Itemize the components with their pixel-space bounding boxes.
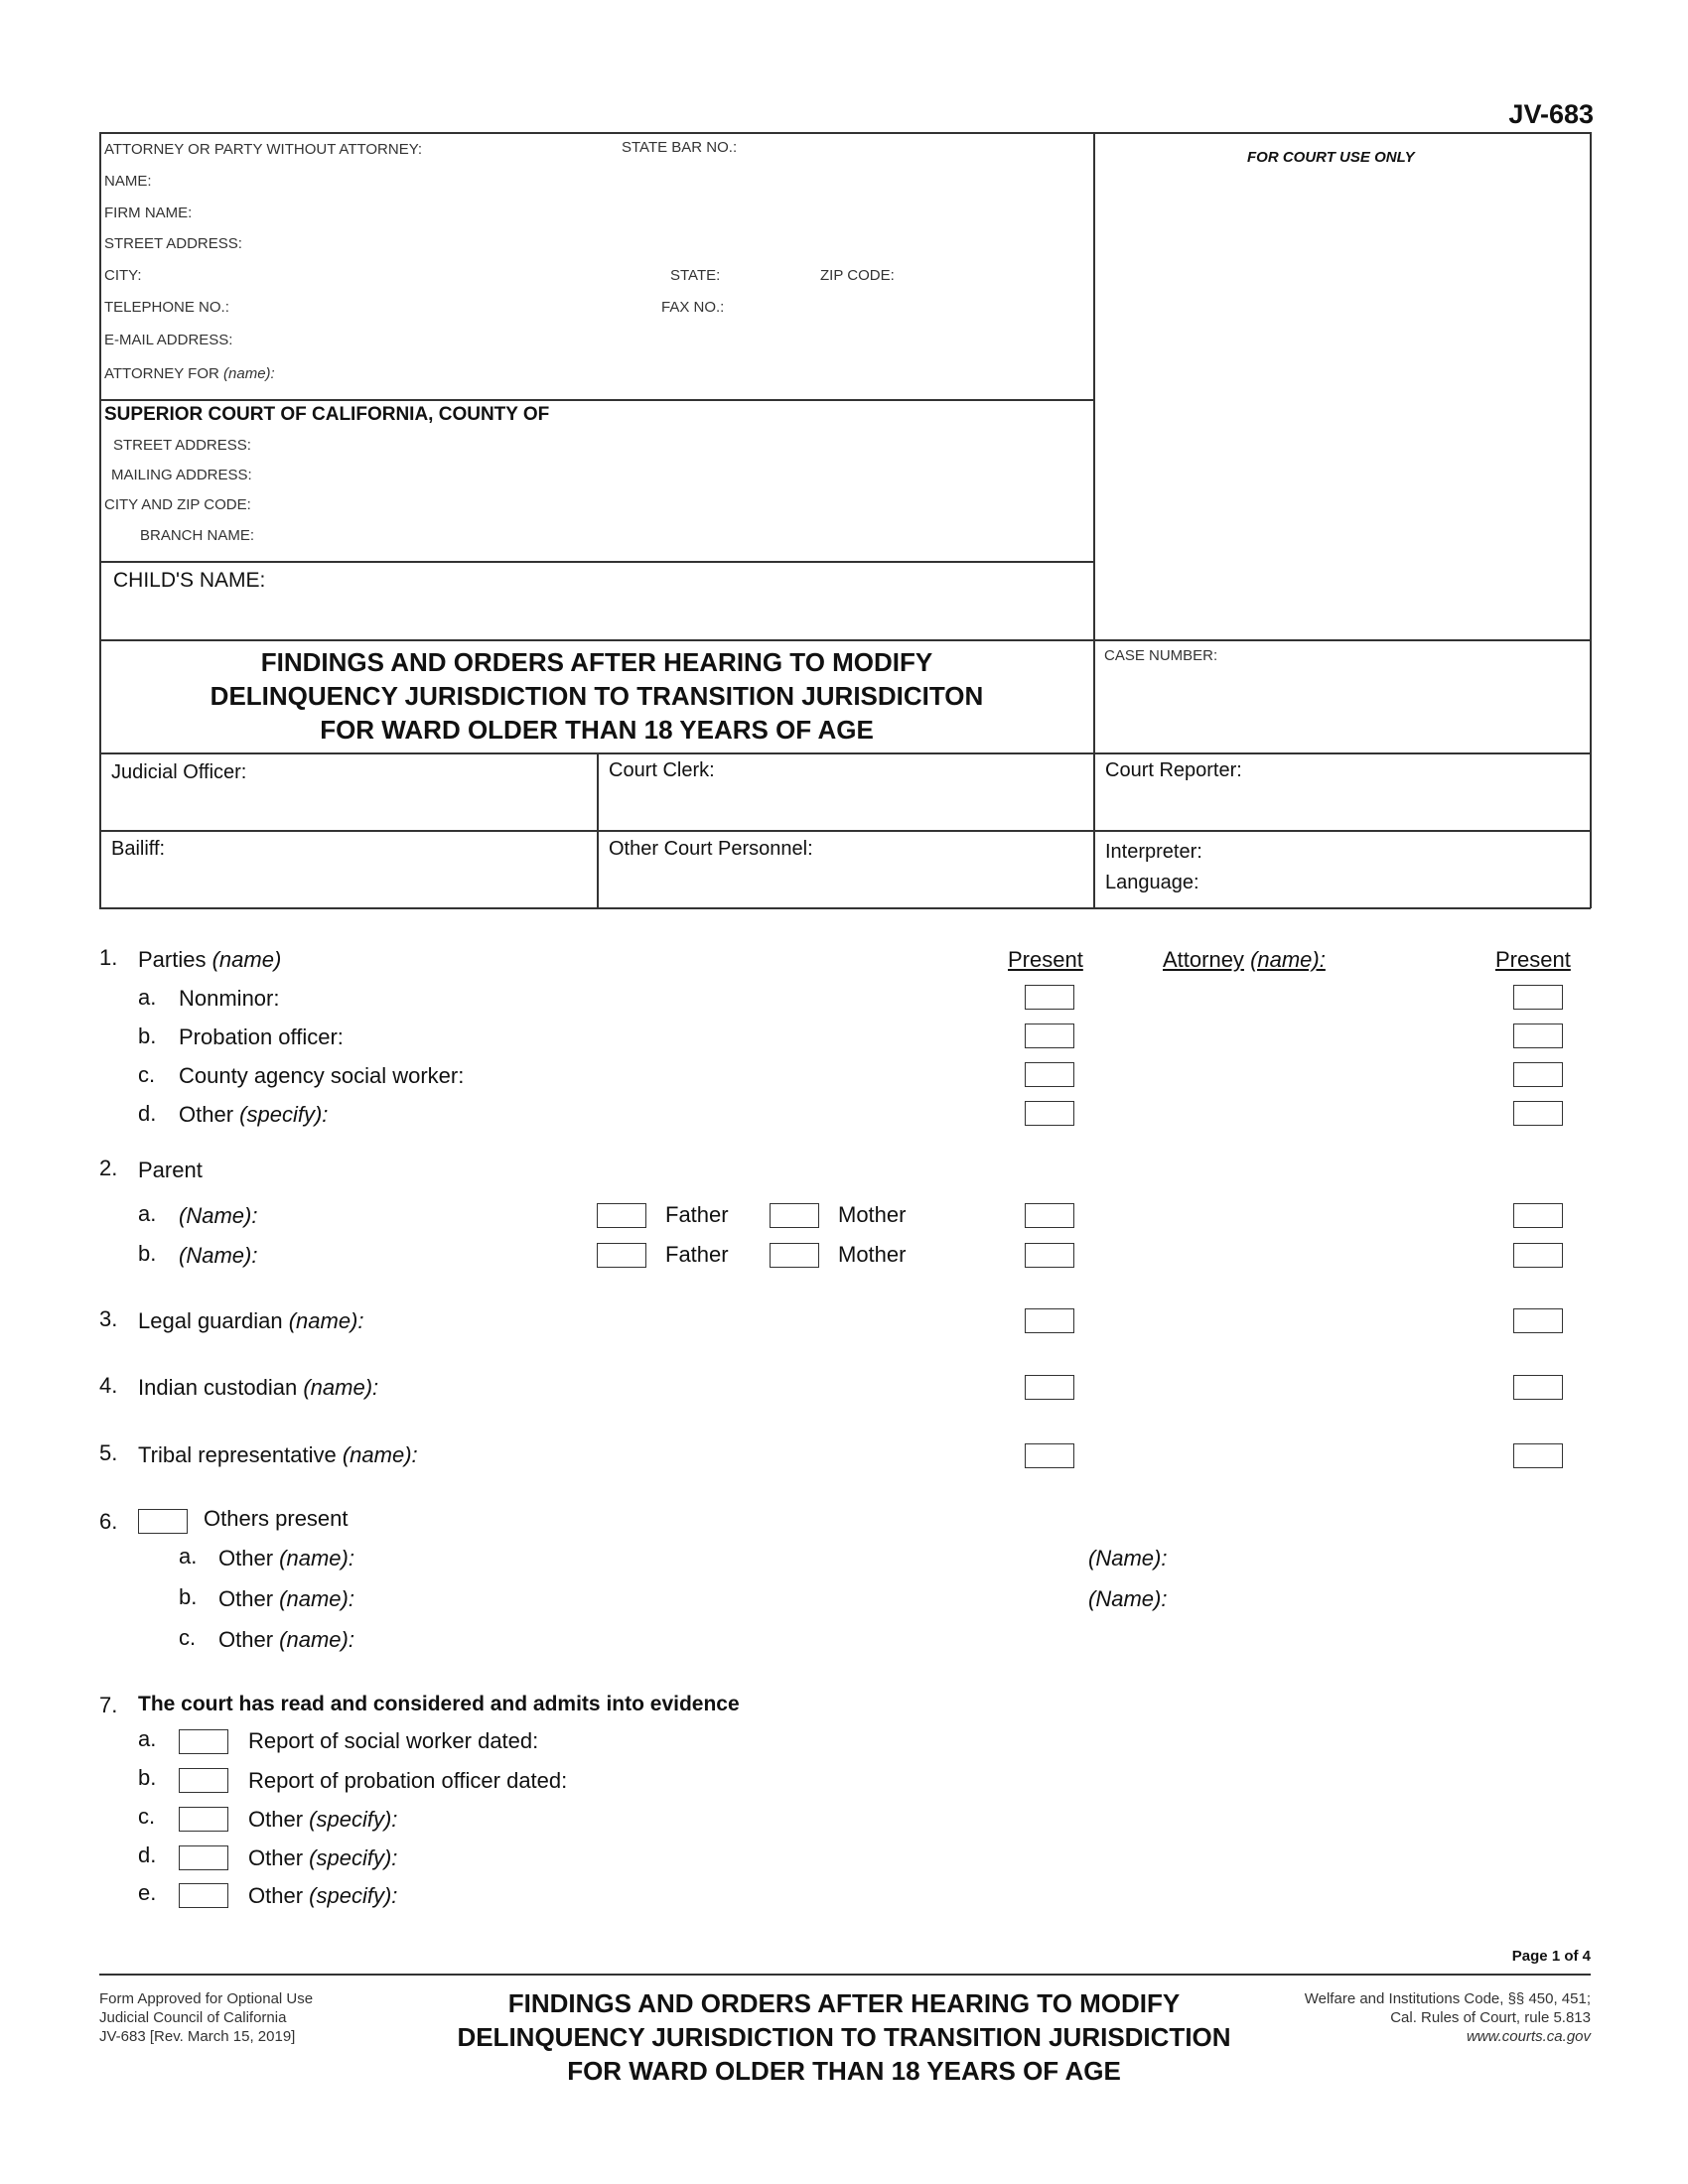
present-header: Present [1008,947,1083,972]
attorney-label: ATTORNEY OR PARTY WITHOUT ATTORNEY: [104,141,423,158]
approval-line-1: Form Approved for Optional Use [99,1990,314,2007]
section-6a-right-name: (Name): [1088,1546,1168,1570]
section-7c-letter: c. [138,1804,156,1829]
probation-attorney-present-checkbox[interactable] [1513,1024,1563,1048]
section-1c-letter: c. [138,1062,156,1087]
parent-b-attorney-present-checkbox[interactable] [1513,1243,1563,1268]
section-2a-letter: a. [138,1201,157,1226]
section-3-number: 3. [99,1306,118,1331]
evidence-e-checkbox[interactable] [179,1883,228,1908]
state-label: STATE: [670,267,721,284]
parent-a-father-checkbox[interactable] [597,1203,646,1228]
parent-a-mother-label: Mother [838,1202,907,1227]
case-number-label: CASE NUMBER: [1104,647,1218,664]
section-5-number: 5. [99,1440,118,1465]
form-title [100,645,1093,747]
code-line-2: Cal. Rules of Court, rule 5.813 [1390,2009,1591,2026]
section-6c-letter: c. [179,1625,197,1650]
attorney-for-label: ATTORNEY FOR (name): [104,365,275,382]
section-7e-letter: e. [138,1880,157,1905]
section-1d-label: Other (specify): [179,1102,329,1127]
court-title: SUPERIOR COURT OF CALIFORNIA, COUNTY OF [104,404,550,425]
section-6b-right-name: (Name): [1088,1586,1168,1611]
page-number: Page 1 of 4 [1511,1948,1591,1965]
approval-line-2: Judicial Council of California [99,2009,287,2026]
form-id: JV-683 [1508,99,1594,129]
state-bar-label: STATE BAR NO.: [622,139,738,156]
section-1d-letter: d. [138,1101,157,1126]
divider-title-personnel [99,752,1591,754]
section-1c-label: County agency social worker: [179,1063,465,1088]
fax-label: FAX NO.: [661,299,725,316]
section-7b-label: Report of probation officer dated: [248,1768,568,1793]
section-6b-label: Other (name): [218,1586,354,1611]
divider-personnel-rows [99,830,1591,832]
section-7b-letter: b. [138,1765,157,1790]
firm-name-label: FIRM NAME: [104,205,193,221]
divider-child-title [99,639,1591,641]
telephone-label: TELEPHONE NO.: [104,299,229,316]
city-label: CITY: [104,267,142,284]
header-right-border [1590,132,1592,908]
footer-code [1305,1989,1591,2046]
other-party-present-checkbox[interactable] [1025,1101,1074,1126]
section-7-label: The court has read and considered and admits into evidence [138,1693,740,1715]
evidence-a-checkbox[interactable] [179,1729,228,1754]
section-6a-label: Other (name): [218,1546,354,1570]
section-6-number: 6. [99,1509,118,1534]
section-7a-label: Report of social worker dated: [248,1728,539,1753]
court-branch-label: BRANCH NAME: [140,527,255,544]
parent-b-mother-label: Mother [838,1242,907,1267]
approval-line-3: JV-683 [Rev. March 15, 2019] [99,2028,296,2045]
court-reporter-label: Court Reporter: [1105,759,1242,781]
judicial-officer-label: Judicial Officer: [111,761,247,783]
footer-title-line-1: FINDINGS AND ORDERS AFTER HEARING TO MODIFY [507,1988,1181,2018]
section-4-label: Indian custodian (name): [138,1375,379,1400]
parent-a-mother-checkbox[interactable] [770,1203,819,1228]
section-1a-letter: a. [138,985,157,1010]
social-worker-attorney-present-checkbox[interactable] [1513,1062,1563,1087]
section-2-number: 2. [99,1156,118,1180]
section-2b-letter: b. [138,1241,157,1266]
section-1-label: Parties (name) [138,947,282,972]
court-mailing-label: MAILING ADDRESS: [111,467,252,483]
parent-a-present-checkbox[interactable] [1025,1203,1074,1228]
bailiff-label: Bailiff: [111,838,166,860]
section-7-number: 7. [99,1693,118,1717]
code-line-1: Welfare and Institutions Code, §§ 450, 451; [1304,1990,1591,2007]
other-party-attorney-present-checkbox[interactable] [1513,1101,1563,1126]
others-present-checkbox[interactable] [138,1509,188,1534]
parent-b-present-checkbox[interactable] [1025,1243,1074,1268]
section-3-label: Legal guardian (name): [138,1308,364,1333]
parent-b-father-checkbox[interactable] [597,1243,646,1268]
courts-website-link[interactable]: www.courts.ca.gov [1466,2028,1591,2045]
section-6-label: Others present [204,1506,349,1531]
nonminor-present-checkbox[interactable] [1025,985,1074,1010]
section-7a-letter: a. [138,1726,157,1751]
divider-court-child [99,561,1094,563]
legal-guardian-attorney-present-checkbox[interactable] [1513,1308,1563,1333]
section-7d-letter: d. [138,1843,157,1867]
other-personnel-label: Other Court Personnel: [609,838,813,860]
section-6a-letter: a. [179,1544,198,1569]
court-city-zip-label: CITY AND ZIP CODE: [104,496,251,513]
tribal-rep-present-checkbox[interactable] [1025,1443,1074,1468]
section-2-label: Parent [138,1158,203,1182]
section-1b-letter: b. [138,1024,157,1048]
court-clerk-label: Court Clerk: [609,759,715,781]
indian-custodian-present-checkbox[interactable] [1025,1375,1074,1400]
attorney-header: Attorney (name): [1163,947,1326,972]
personnel-col-divider [597,752,599,908]
parent-b-father-label: Father [665,1242,729,1267]
evidence-d-checkbox[interactable] [179,1845,228,1870]
section-6c-label: Other (name): [218,1627,354,1652]
divider-attorney-court [99,399,1094,401]
title-line-1: FINDINGS AND ORDERS AFTER HEARING TO MODIFY [260,647,933,677]
section-4-number: 4. [99,1373,118,1398]
footer-title-line-3: FOR WARD OLDER THAN 18 YEARS OF AGE [567,2056,1121,2086]
legal-guardian-present-checkbox[interactable] [1025,1308,1074,1333]
indian-custodian-attorney-present-checkbox[interactable] [1513,1375,1563,1400]
parent-b-mother-checkbox[interactable] [770,1243,819,1268]
section-2a-label: (Name): [179,1203,258,1228]
name-label: NAME: [104,173,152,190]
footer-rule [99,1974,1591,1976]
section-2b-label: (Name): [179,1243,258,1268]
header-mid-border [1093,132,1095,908]
court-use-only-label: FOR COURT USE ONLY [1247,149,1415,166]
street-address-label: STREET ADDRESS: [104,235,242,252]
interpreter-label: Interpreter: [1105,841,1202,863]
header-left-border [99,132,101,908]
evidence-c-checkbox[interactable] [179,1807,228,1832]
parent-a-father-label: Father [665,1202,729,1227]
parent-a-attorney-present-checkbox[interactable] [1513,1203,1563,1228]
section-6b-letter: b. [179,1584,198,1609]
zip-code-label: ZIP CODE: [820,267,895,284]
email-label: E-MAIL ADDRESS: [104,332,233,348]
section-1b-label: Probation officer: [179,1024,344,1049]
nonminor-attorney-present-checkbox[interactable] [1513,985,1563,1010]
section-7d-label: Other (specify): [248,1845,398,1870]
header-top-border [99,132,1591,134]
footer-approval [99,1989,313,2046]
section-1a-label: Nonminor: [179,986,280,1011]
title-line-3: FOR WARD OLDER THAN 18 YEARS OF AGE [320,715,874,745]
court-street-label: STREET ADDRESS: [113,437,251,454]
social-worker-present-checkbox[interactable] [1025,1062,1074,1087]
section-7e-label: Other (specify): [248,1883,398,1908]
footer-title-line-2: DELINQUENCY JURISDICTION TO TRANSITION JURISDICTION [457,2022,1231,2052]
section-5-label: Tribal representative (name): [138,1442,418,1467]
language-label: Language: [1105,872,1199,893]
section-7c-label: Other (specify): [248,1807,398,1832]
tribal-rep-attorney-present-checkbox[interactable] [1513,1443,1563,1468]
footer-title [397,1986,1291,2088]
present-header-2: Present [1495,947,1571,972]
evidence-b-checkbox[interactable] [179,1768,228,1793]
childs-name-label: CHILD'S NAME: [113,569,266,592]
personnel-bottom-border [99,907,1591,909]
title-line-2: DELINQUENCY JURISDICTION TO TRANSITION JURISDICITON [210,681,984,711]
section-1-number: 1. [99,945,118,970]
probation-present-checkbox[interactable] [1025,1024,1074,1048]
